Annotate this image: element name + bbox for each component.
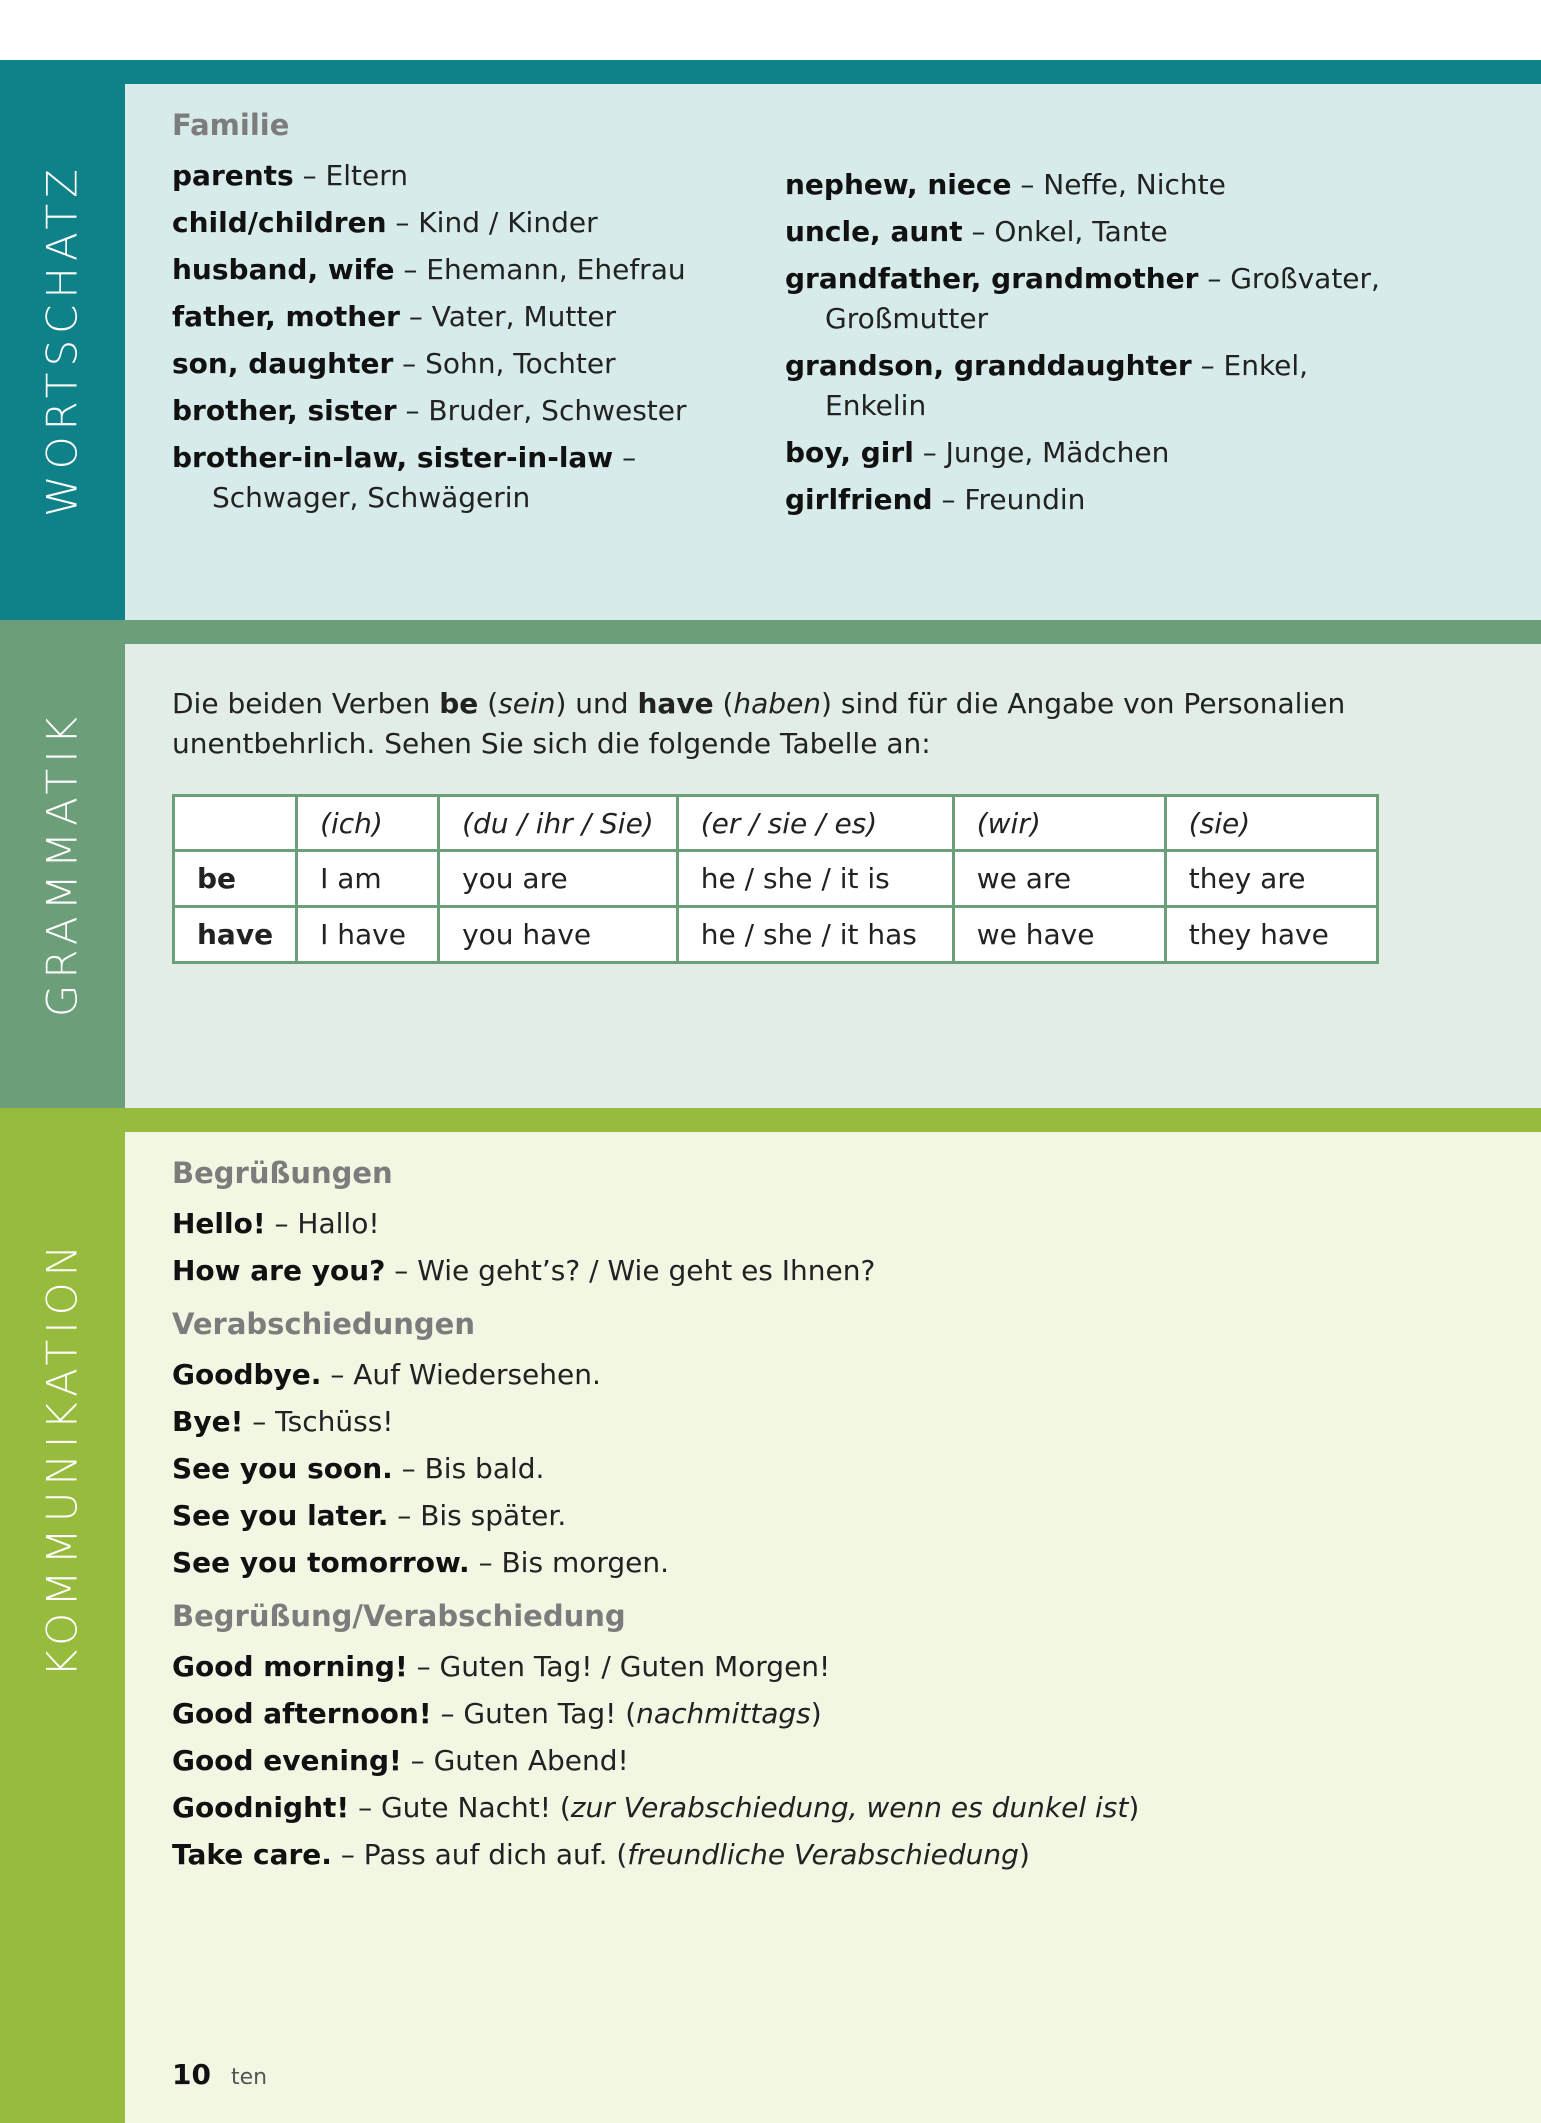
table-cell: I am: [297, 851, 439, 907]
table-header-cell: [174, 796, 297, 851]
table-cell: you have: [439, 907, 678, 963]
page-number-word: ten: [230, 2065, 268, 2090]
grammar-intro: Die beiden Verben be (sein) und have (haben) sind für die Angabe von Personalien unentbehrlich. Sehen Sie sich die folgende Tabelle an:: [172, 687, 1346, 760]
kommunikation-section: [0, 1108, 1541, 2123]
wortschatz-side-label: WORTSCHATZ: [37, 163, 87, 517]
table-cell: he / she / it has: [677, 907, 953, 963]
table-cell: we have: [953, 907, 1165, 963]
table-header-cell: (ich): [297, 796, 439, 851]
wortschatz-content: [125, 84, 1541, 620]
table-cell: I have: [297, 907, 439, 963]
phrase-entry: Take care. – Pass auf dich auf. (freundliche Verabschiedung): [172, 1838, 1030, 1871]
table-cell: we are: [953, 851, 1165, 907]
page-number: 10: [172, 2058, 211, 2091]
vocab-entry: girlfriend – Freundin: [785, 483, 1086, 516]
vocab-entry: brother, sister – Bruder, Schwester: [172, 394, 687, 427]
vocab-entry: boy, girl – Junge, Mädchen: [785, 436, 1170, 469]
vocab-entry: child/children – Kind / Kinder: [172, 206, 598, 239]
phrase-entry: See you later. – Bis später.: [172, 1499, 567, 1532]
table-cell: they are: [1165, 851, 1377, 907]
phrase-entry: Good evening! – Guten Abend!: [172, 1744, 629, 1777]
conjugation-table: [172, 794, 1379, 964]
phrase-entry: See you tomorrow. – Bis morgen.: [172, 1546, 670, 1579]
table-cell: be: [174, 851, 297, 907]
table-header-row: [174, 796, 1378, 851]
wortschatz-section: [0, 60, 1541, 620]
kommunikation-content: [125, 1132, 1541, 2123]
vocab-entry: uncle, aunt – Onkel, Tante: [785, 215, 1168, 248]
vocab-entry: husband, wife – Ehemann, Ehefrau: [172, 253, 686, 286]
grammatik-section: [0, 620, 1541, 1108]
vocab-entry: grandson, granddaughter – Enkel, Enkelin: [785, 349, 1309, 422]
table-cell: they have: [1165, 907, 1377, 963]
phrase-entry: How are you? – Wie geht’s? / Wie geht es Ihnen?: [172, 1254, 876, 1287]
kommunikation-side-bar: [0, 1108, 125, 2123]
phrases-column: [172, 1156, 1472, 1882]
table-row: [174, 851, 1378, 907]
vocab-entry: parents – Eltern: [172, 159, 408, 192]
phrase-entry: Good afternoon! – Guten Tag! (nachmittags): [172, 1697, 822, 1730]
greetings-heading: Begrüßungen: [172, 1156, 393, 1190]
table-row: [174, 907, 1378, 963]
vocab-column-left: [172, 108, 772, 525]
vocab-column-right: [785, 165, 1405, 527]
phrase-entry: Bye! – Tschüss!: [172, 1405, 394, 1438]
phrase-entry: Goodbye. – Auf Wiedersehen.: [172, 1358, 601, 1391]
vocab-entry: father, mother – Vater, Mutter: [172, 300, 617, 333]
page-footer: [172, 2058, 267, 2091]
vocab-entry: son, daughter – Sohn, Tochter: [172, 347, 616, 380]
kommunikation-side-label: KOMMUNIKATION: [37, 1238, 87, 1678]
vocab-heading: Familie: [172, 108, 290, 142]
table-header-cell: (wir): [953, 796, 1165, 851]
grammatik-top-bar: [125, 620, 1541, 644]
table-cell: he / she / it is: [677, 851, 953, 907]
wortschatz-top-bar: [125, 60, 1541, 84]
greeting-farewell-heading: Begrüßung/Verabschiedung: [172, 1599, 626, 1633]
kommunikation-top-bar: [125, 1108, 1541, 1132]
phrase-entry: See you soon. – Bis bald.: [172, 1452, 545, 1485]
grammatik-side-label: GRAMMATIK: [37, 710, 87, 1018]
phrase-entry: Goodnight! – Gute Nacht! (zur Verabschiedung, wenn es dunkel ist): [172, 1791, 1140, 1824]
vocab-entry: grandfather, grandmother – Großvater, Großmutter: [785, 262, 1380, 335]
farewells-heading: Verabschiedungen: [172, 1307, 475, 1341]
table-header-cell: (sie): [1165, 796, 1377, 851]
grammatik-side-bar: [0, 620, 125, 1108]
table-cell: you are: [439, 851, 678, 907]
phrase-entry: Hello! – Hallo!: [172, 1207, 380, 1240]
grammatik-content: [125, 644, 1541, 1108]
vocab-entry: brother-in-law, sister-in-law – Schwager, Schwägerin: [172, 441, 637, 514]
vocab-entry: nephew, niece – Neffe, Nichte: [785, 168, 1226, 201]
table-cell: have: [174, 907, 297, 963]
table-header-cell: (er / sie / es): [677, 796, 953, 851]
table-header-cell: (du / ihr / Sie): [439, 796, 678, 851]
phrase-entry: Good morning! – Guten Tag! / Guten Morgen!: [172, 1650, 831, 1683]
wortschatz-side-bar: [0, 60, 125, 620]
